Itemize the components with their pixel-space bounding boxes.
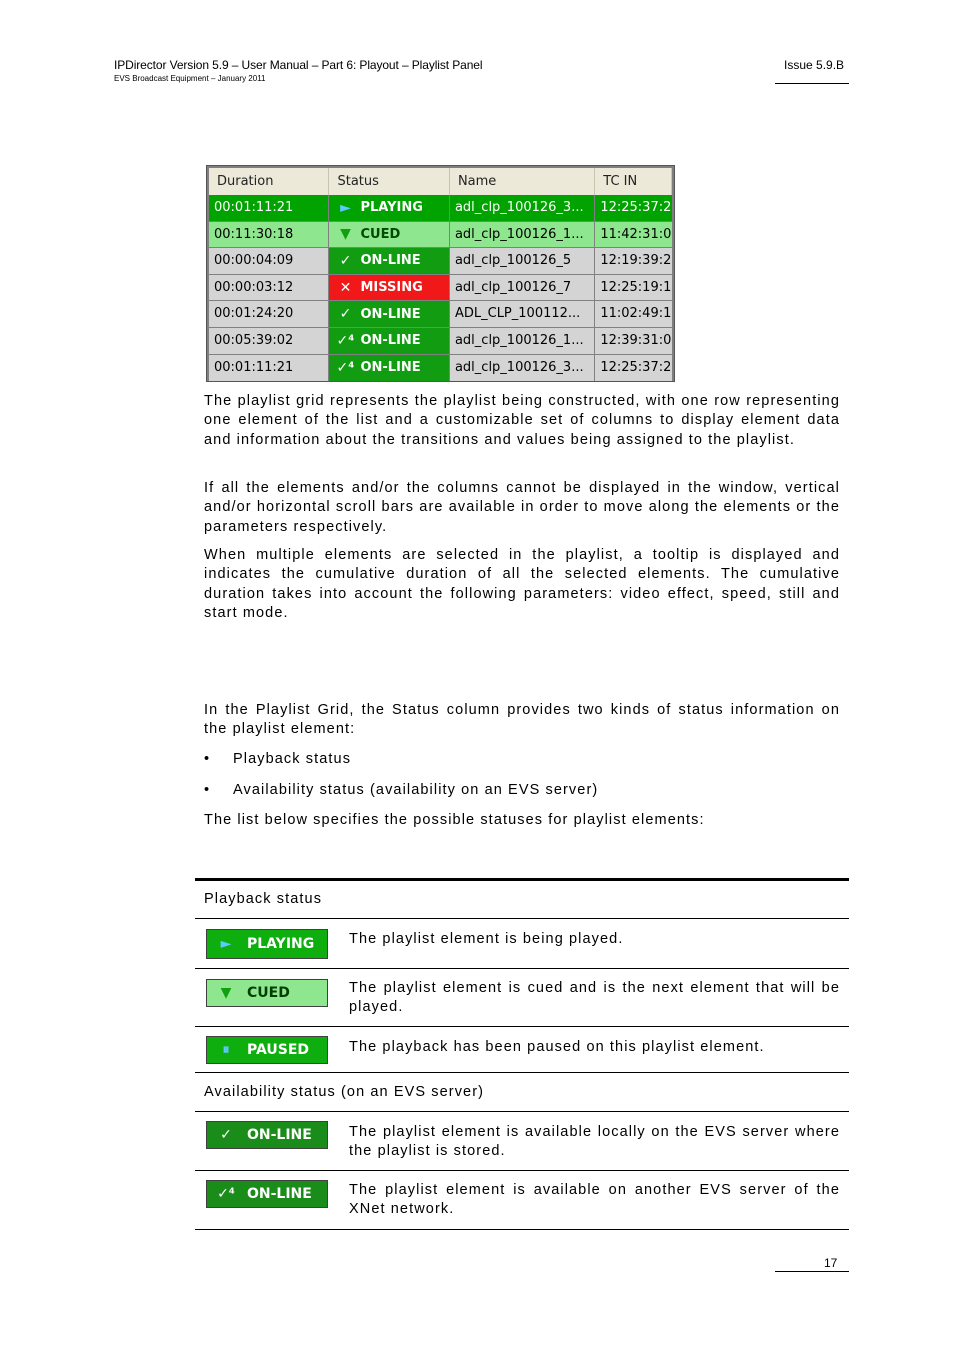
cued-triangle-icon: ▼ [340, 226, 351, 243]
cell-status [329, 195, 449, 221]
status-label: ON-LINE [360, 333, 421, 349]
table-rule [195, 1170, 849, 1171]
header-rule [775, 83, 849, 84]
play-icon: ► [340, 199, 351, 216]
grid-body [209, 195, 672, 379]
table-rule [195, 968, 849, 969]
cell-duration: 00:05:39:02 [209, 328, 329, 354]
cell-tc-in: 12:25:37:2 [595, 355, 672, 382]
paragraph-scroll-bars: If all the elements and/or the columns cannot be displayed in the window, vertical and/or horizontal scroll bars are available in order to move along the elements or the parameters respectively. [204, 480, 840, 535]
cell-duration: 00:01:11:21 [209, 355, 329, 382]
document-title: IPDirector Version 5.9 – User Manual – Part 6: Playout – Playlist Panel [114, 58, 483, 72]
cell-name: adl_clp_100126_1... [450, 328, 595, 354]
cued-badge [206, 979, 328, 1007]
status-label: ON-LINE [360, 306, 421, 322]
badge-label: PLAYING [247, 936, 315, 952]
document-subtitle: EVS Broadcast Equipment – January 2011 [114, 74, 266, 83]
xnet-check-icon: ✓⁴ [336, 332, 355, 349]
online-xnet-badge [206, 1180, 328, 1208]
playing-badge [206, 929, 328, 959]
table-row[interactable] [209, 301, 672, 328]
status-label: PLAYING [360, 200, 423, 216]
cell-name: adl_clp_100126_5 [450, 248, 595, 274]
bullet-playback-status: • Playback status [204, 751, 352, 767]
cell-tc-in: 11:42:31:0 [600, 226, 672, 242]
column-header-tc-in[interactable]: TC IN [595, 168, 672, 195]
column-header-duration[interactable]: Duration [209, 168, 329, 195]
cell-tc-in: 11:02:49:1 [595, 301, 672, 327]
bullet-availability-status: • Availability status (availability on an EVS server) [204, 782, 599, 798]
status-label: ON-LINE [360, 253, 421, 269]
cell-name: ADL_CLP_100112... [450, 301, 595, 327]
xnet-check-icon: ✓⁴ [217, 1186, 235, 1202]
section-playback-status: Playback status [204, 891, 323, 907]
cell-duration: 00:01:24:20 [209, 301, 329, 327]
playlist-grid [206, 165, 675, 382]
table-rule [195, 1072, 849, 1073]
table-row[interactable] [209, 248, 672, 275]
paragraph-list-intro: The list below specifies the possible statuses for playlist elements: [204, 812, 705, 828]
cell-duration: 00:11:30:18 [209, 222, 329, 248]
online-local-badge [206, 1121, 328, 1149]
cell-status [329, 275, 449, 301]
table-row[interactable] [209, 195, 672, 222]
issue-label: Issue 5.9.B [784, 58, 845, 72]
cell-status [329, 301, 449, 327]
play-icon: ► [220, 936, 232, 952]
xnet-check-icon: ✓⁴ [336, 359, 355, 376]
table-bottom-rule [195, 1229, 849, 1230]
table-rule [195, 1111, 849, 1112]
table-row[interactable] [209, 355, 672, 382]
paragraph-status-column: In the Playlist Grid, the Status column provides two kinds of status information on the playlist element: [204, 702, 840, 738]
cell-status [329, 222, 449, 248]
cell-status [329, 248, 449, 274]
cross-icon: ✕ [339, 279, 352, 296]
bullet-label: Playback status [233, 751, 352, 767]
table-rule [195, 918, 849, 919]
check-icon: ✓ [339, 252, 352, 269]
table-row[interactable] [209, 275, 672, 302]
cell-duration: 00:00:03:12 [209, 275, 329, 301]
table-rule [195, 1026, 849, 1027]
pause-icon: ⏸ [222, 1042, 230, 1058]
cell-name: adl_clp_100126_3... [450, 355, 595, 382]
paragraph-grid-description: The playlist grid represents the playlist being constructed, with one row representing one element of the list and a customizable set of columns to display element data and information about the transitions and values being assigned to the playlist. [204, 393, 840, 448]
cell-duration: 00:01:11:21 [209, 195, 329, 221]
badge-label: ON-LINE [247, 1186, 312, 1202]
cell-duration: 00:00:04:09 [209, 248, 329, 274]
section-availability-status: Availability status (on an EVS server) [204, 1084, 485, 1100]
online-local-description: The playlist element is available locally on the EVS server where the playlist is stored. [349, 1124, 840, 1160]
cell-tc-in: 12:39:31:0 [595, 328, 672, 354]
cell-tc-in: 12:19:39:2 [595, 248, 672, 274]
check-icon: ✓ [339, 306, 352, 323]
paused-description: The playback has been paused on this playlist element. [349, 1039, 765, 1055]
cued-description: The playlist element is cued and is the next element that will be played. [349, 980, 840, 1016]
badge-label: PAUSED [247, 1042, 310, 1058]
column-header-status[interactable]: Status [329, 168, 449, 195]
footer-rule [775, 1271, 849, 1272]
bullet-label: Availability status (availability on an EVS server) [233, 782, 599, 798]
cell-name: adl_clp_100126_1... [450, 222, 595, 248]
paragraph-tooltip: When multiple elements are selected in the playlist, a tooltip is displayed and indicates the cumulative duration of all the selected elements. The cumulative duration takes into account the following parameters: video effect, speed, still and start mode. [204, 547, 840, 621]
cell-name: adl_clp_100126_7 [450, 275, 595, 301]
status-label: MISSING [360, 280, 423, 296]
grid-header [209, 168, 672, 196]
cell-tc-in: 12:25:37:2 [600, 200, 672, 215]
column-header-name[interactable]: Name [450, 168, 595, 195]
cell-status [329, 328, 449, 354]
badge-label: CUED [247, 985, 290, 1001]
check-icon: ✓ [220, 1127, 232, 1143]
paused-badge [206, 1036, 328, 1064]
page-number: 17 [824, 1256, 838, 1270]
table-top-rule [195, 878, 849, 881]
status-label: CUED [360, 226, 401, 242]
table-row[interactable] [209, 222, 672, 249]
playing-description: The playlist element is being played. [349, 931, 624, 947]
online-xnet-description: The playlist element is available on another EVS server of the XNet network. [349, 1182, 840, 1218]
status-label: ON-LINE [360, 360, 421, 376]
cell-status [329, 355, 449, 382]
cell-name: adl_clp_100126_3... [450, 195, 595, 221]
table-row[interactable] [209, 328, 672, 355]
badge-label: ON-LINE [247, 1127, 312, 1143]
cued-triangle-icon: ▼ [220, 985, 232, 1001]
cell-tc-in: 12:25:19:1 [595, 275, 672, 301]
